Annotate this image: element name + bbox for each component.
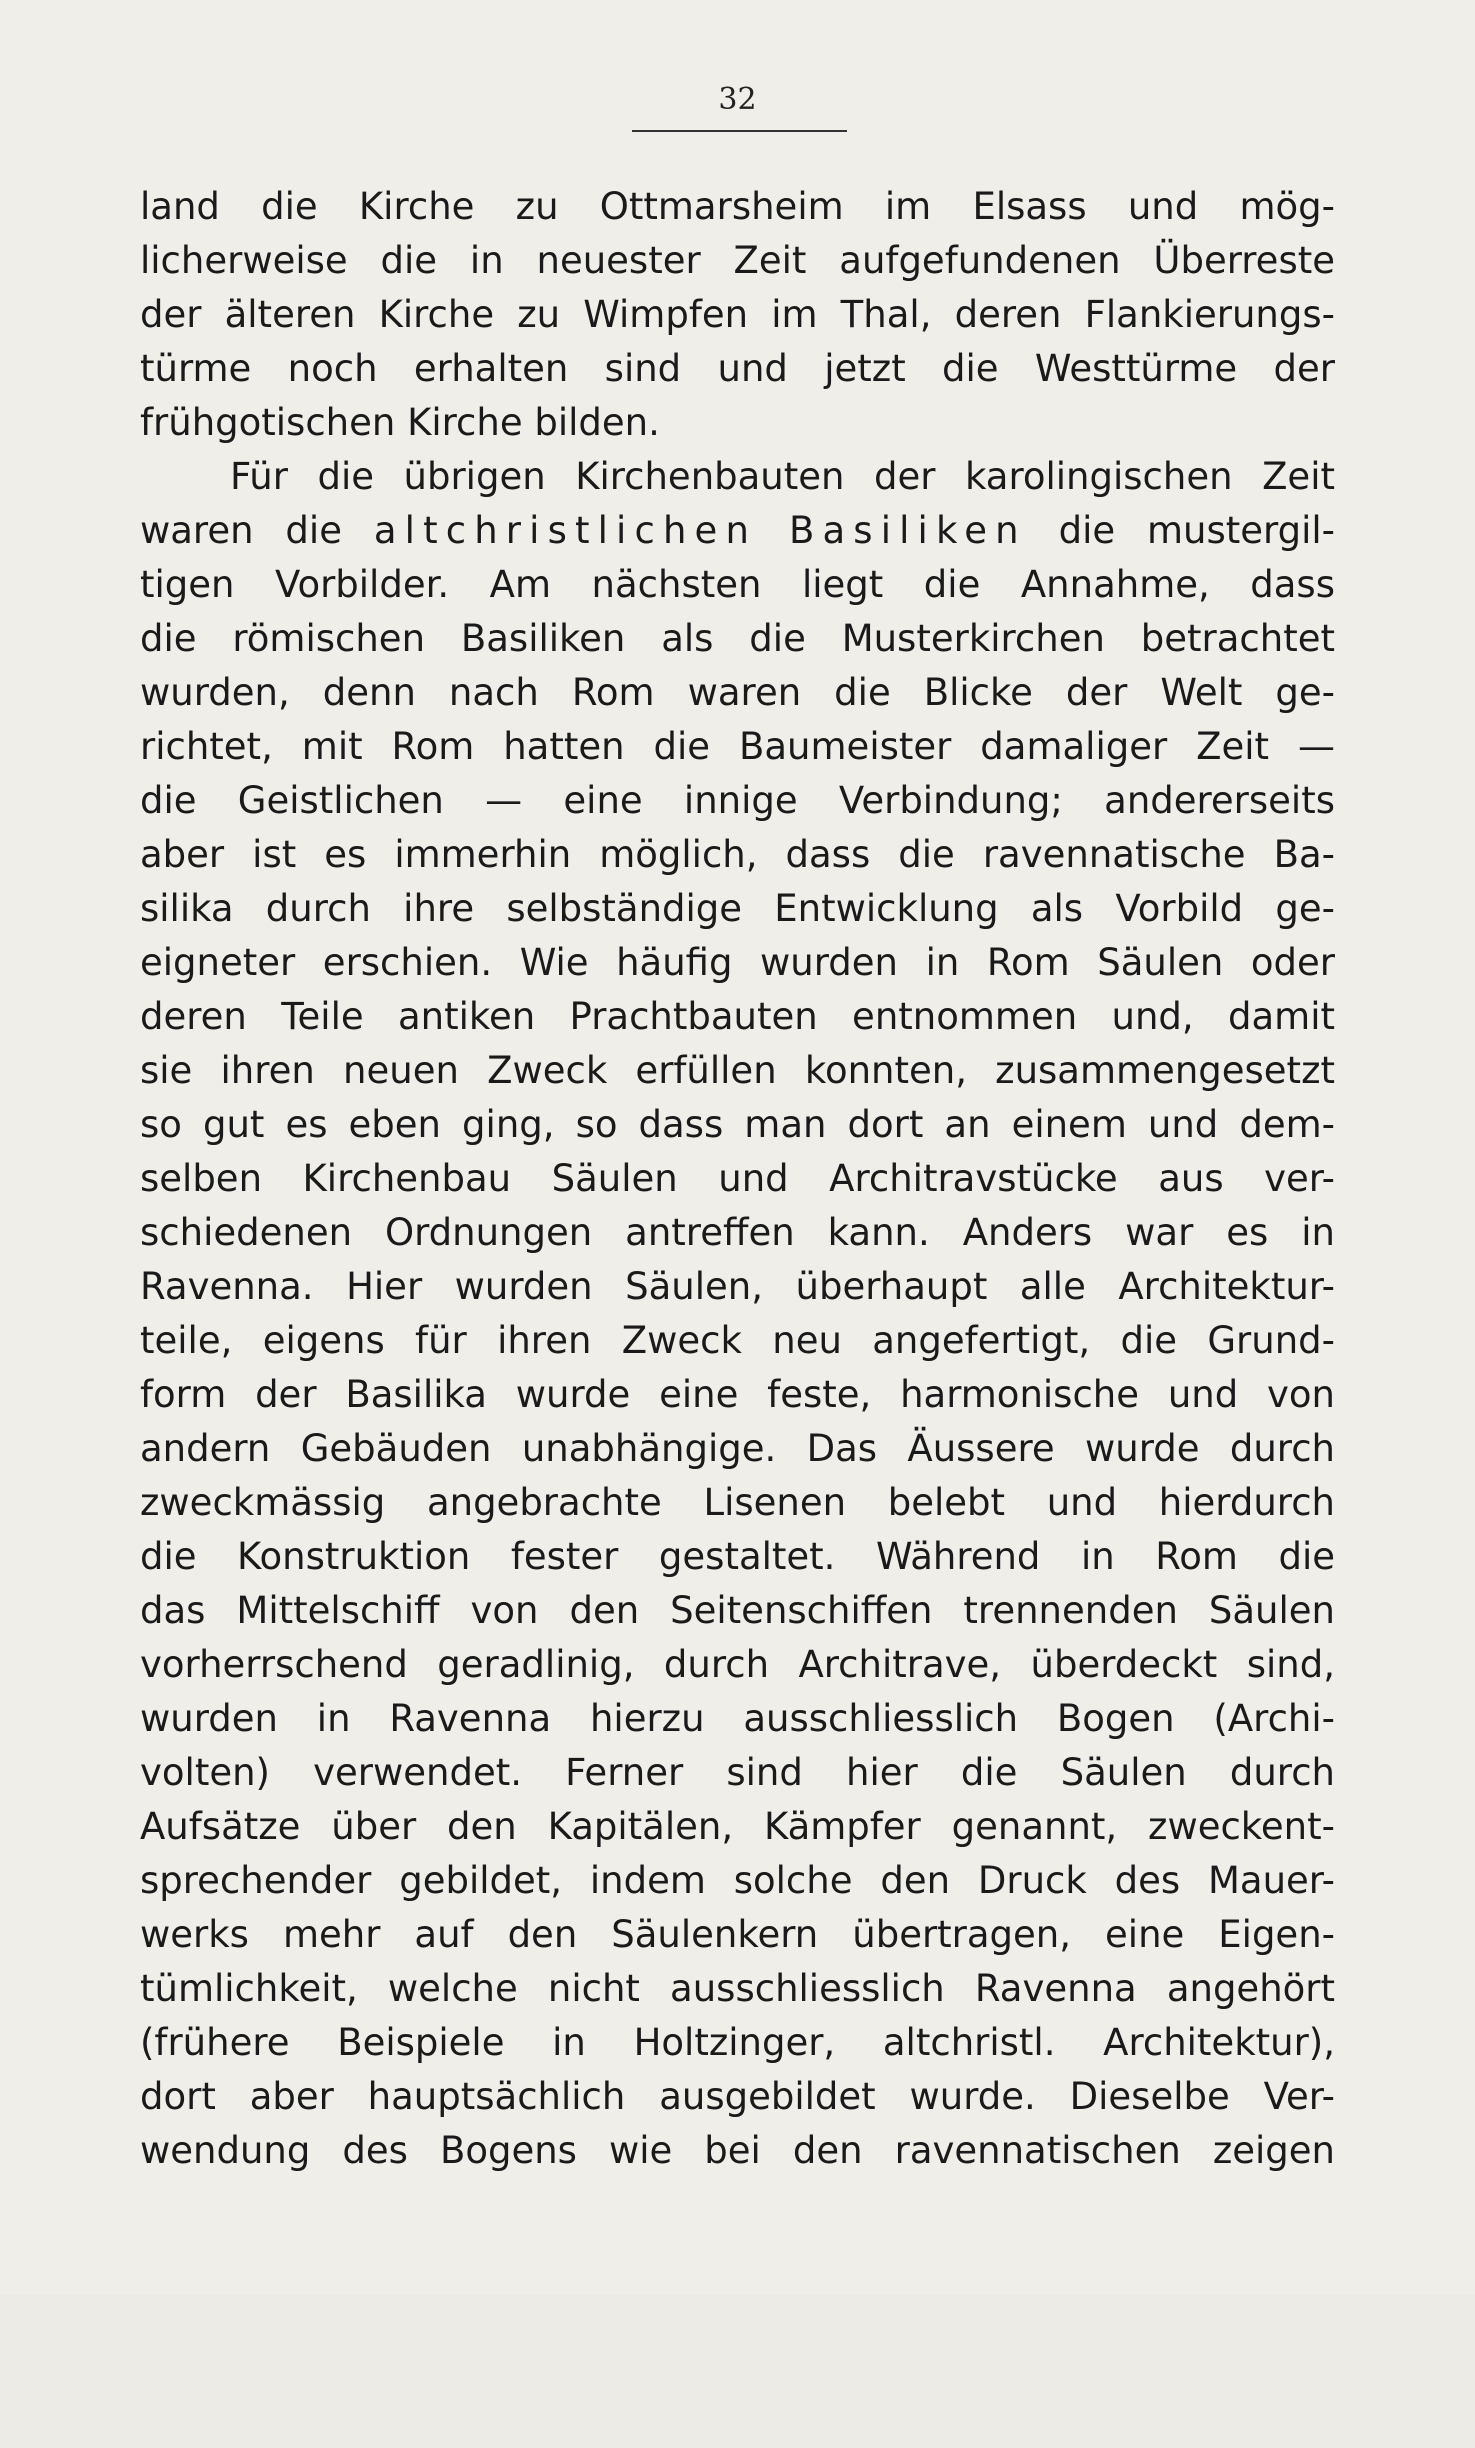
text-line: silika durch ihre selbständige Entwicklung als Vorbild ge- (140, 887, 1335, 930)
text-line: Ravenna. Hier wurden Säulen, überhaupt alle Architektur- (140, 1265, 1335, 1308)
emphasis-spaced-text: altchristlichen (373, 509, 758, 552)
text-line: sprechender gebildet, indem solche den Druck des Mauer- (140, 1859, 1335, 1902)
text-line (140, 2394, 1335, 2448)
page-number: 32 (718, 82, 757, 117)
text-line: so gut es eben ging, so dass man dort an einem und dem- (140, 1103, 1335, 1146)
body-text (140, 180, 1335, 2448)
text-line: das Mittelschiff von den Seitenschiffen trennenden Säulen (140, 1589, 1335, 1632)
text-line: der älteren Kirche zu Wimpfen im Thal, deren Flankierungs- (140, 293, 1335, 336)
text-line: sie ihren neuen Zweck erfüllen konnten, zusammengesetzt (140, 1049, 1335, 1092)
text-line: tümlichkeit, welche nicht ausschliesslich Ravenna angehört (140, 1967, 1335, 2010)
text-line: zweckmässig angebrachte Lisenen belebt und hierdurch (140, 1481, 1335, 1524)
text-line: schiedenen Ordnungen antreffen kann. Anders war es in (140, 1211, 1335, 1254)
text-line: vorherrschend geradlinig, durch Architrave, überdeckt sind, (140, 1643, 1335, 1686)
text-line: licherweise die in neuester Zeit aufgefundenen Überreste (140, 239, 1335, 282)
text-line: eigneter erschien. Wie häufig wurden in Rom Säulen oder (140, 941, 1335, 984)
text-segment: waren die (140, 509, 374, 552)
text-line: deren Teile antiken Prachtbauten entnommen und, damit (140, 995, 1335, 1038)
text-line: die Konstruktion fester gestaltet. Während in Rom die (140, 1535, 1335, 1578)
text-line: frühgotischen Kirche bilden. (140, 401, 660, 444)
text-line-spaced (140, 504, 1335, 558)
text-line: selben Kirchenbau Säulen und Architravstücke aus ver- (140, 1157, 1335, 1200)
text-line: teile, eigens für ihren Zweck neu angefertigt, die Grund- (140, 1319, 1335, 1362)
text-line: form der Basilika wurde eine feste, harmonische und von (140, 1373, 1335, 1416)
text-line: (frühere Beispiele in Holtzinger, altchristl. Architektur), (140, 2021, 1335, 2064)
text-line (140, 2340, 1335, 2394)
text-line: werks mehr auf den Säulenkern übertragen, eine Eigen- (140, 1913, 1335, 1956)
text-line: richtet, mit Rom hatten die Baumeister damaliger Zeit — (140, 725, 1335, 768)
emphasis-spaced-text: Basiliken (788, 509, 1027, 552)
text-segment: die mustergil- (1026, 509, 1335, 552)
page-number-rule (632, 130, 847, 132)
text-line: türme noch erhalten sind und jetzt die Westtürme der (140, 347, 1335, 390)
text-line: andern Gebäuden unabhängige. Das Äussere wurde durch (140, 1427, 1335, 1470)
text-line: die Geistlichen — eine innige Verbindung; andererseits (140, 779, 1335, 822)
text-line: wendung des Bogens wie bei den ravennatischen zeigen (140, 2129, 1335, 2172)
text-line: wurden, denn nach Rom waren die Blicke der Welt ge- (140, 671, 1335, 714)
text-line: wurden in Ravenna hierzu ausschliesslich Bogen (Archi- (140, 1697, 1335, 1740)
text-line: dort aber hauptsächlich ausgebildet wurde. Dieselbe Ver- (140, 2075, 1335, 2118)
text-line (140, 2286, 1335, 2340)
text-line (140, 2232, 1335, 2286)
text-line: aber ist es immerhin möglich, dass die ravennatische Ba- (140, 833, 1335, 876)
text-line (140, 2178, 1335, 2232)
text-line: volten) verwendet. Ferner sind hier die Säulen durch (140, 1751, 1335, 1794)
text-line: Aufsätze über den Kapitälen, Kämpfer genannt, zweckent- (140, 1805, 1335, 1848)
text-line: die römischen Basiliken als die Musterkirchen betrachtet (140, 617, 1335, 660)
text-line: land die Kirche zu Ottmarsheim im Elsass und mög- (140, 185, 1335, 228)
text-segment (757, 509, 789, 552)
paragraph-1 (140, 180, 1335, 450)
paragraph-2 (140, 450, 1335, 2448)
text-line: tigen Vorbilder. Am nächsten liegt die Annahme, dass (140, 563, 1335, 606)
text-line: Für die übrigen Kirchenbauten der karolingischen Zeit (230, 455, 1335, 498)
